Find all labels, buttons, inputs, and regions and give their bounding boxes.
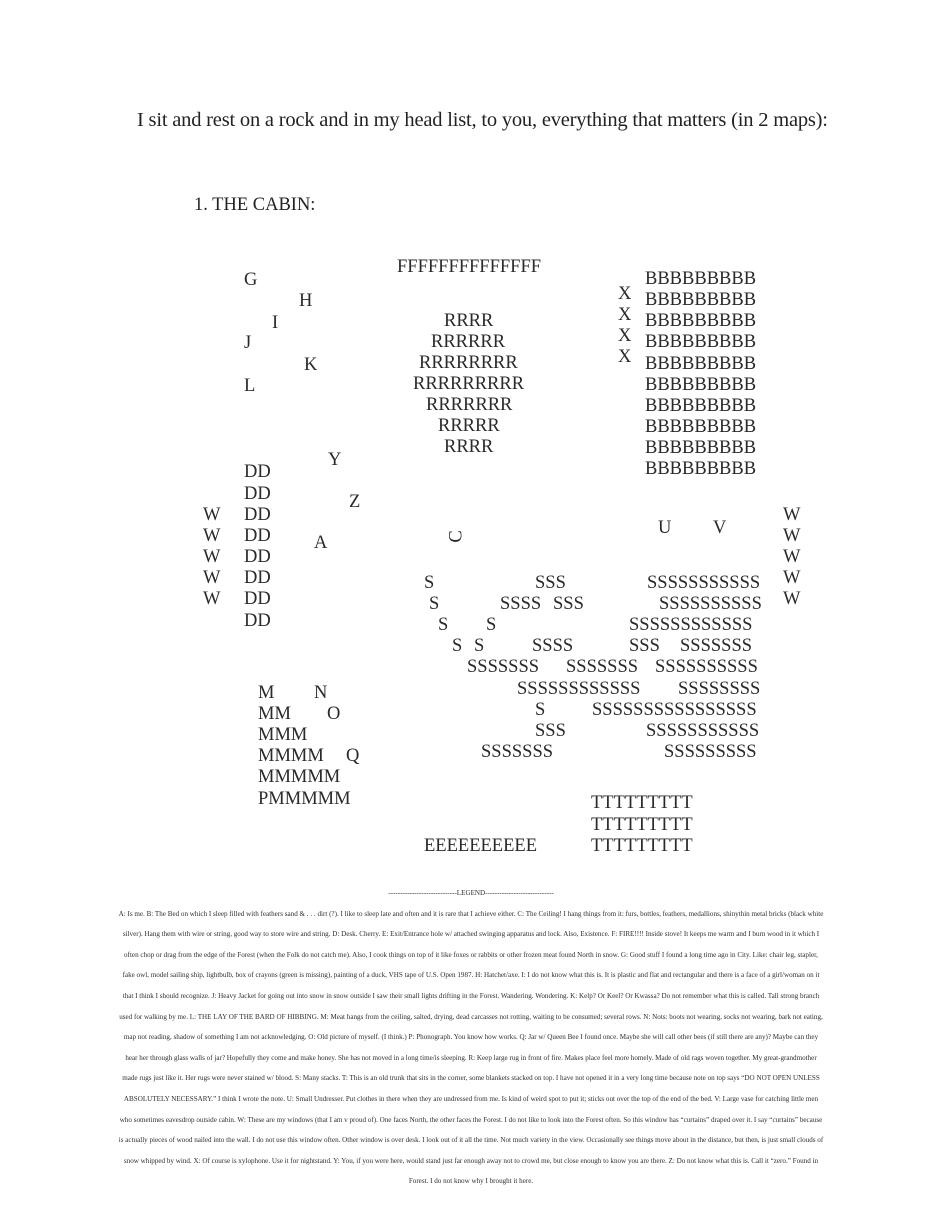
map-glyph xyxy=(713,518,726,539)
map-glyph xyxy=(783,505,800,526)
map-glyph xyxy=(258,704,291,725)
map-glyph-label: W xyxy=(783,526,801,546)
map-glyph-label: A xyxy=(314,533,328,553)
map-glyph xyxy=(645,354,756,375)
map-glyph-label: DD xyxy=(244,611,271,631)
map-glyph-label: DD xyxy=(244,589,271,609)
map-glyph xyxy=(646,721,759,742)
map-glyph xyxy=(304,355,317,376)
map-glyph-label: SSS xyxy=(553,594,584,614)
map-glyph-label: W xyxy=(783,589,801,609)
map-glyph xyxy=(481,742,553,763)
map-glyph-label: BBBBBBBBB xyxy=(645,269,757,289)
map-glyph-label: DD xyxy=(244,526,271,546)
map-glyph-label: SSSSSSS xyxy=(566,657,639,677)
map-glyph-label: MMMMM xyxy=(258,767,341,787)
map-glyph-label: W xyxy=(203,568,221,588)
map-glyph xyxy=(535,573,566,594)
map-glyph xyxy=(244,462,271,483)
map-glyph xyxy=(783,526,800,547)
map-glyph xyxy=(314,533,327,554)
map-glyph-label: S xyxy=(452,636,463,656)
map-glyph xyxy=(438,416,500,437)
map-glyph-label: U xyxy=(658,518,672,538)
section-title-cabin: 1. THE CABIN: xyxy=(194,195,316,215)
map-glyph xyxy=(426,395,512,416)
map-glyph xyxy=(645,459,756,480)
map-glyph xyxy=(592,700,757,721)
map-glyph xyxy=(618,326,631,347)
map-glyph xyxy=(500,594,541,615)
map-glyph xyxy=(299,291,312,312)
map-glyph xyxy=(327,704,340,725)
map-glyph xyxy=(429,594,439,615)
map-glyph-label: S xyxy=(429,594,440,614)
map-glyph xyxy=(535,700,545,721)
map-glyph xyxy=(618,347,631,368)
map-glyph-label: J xyxy=(244,333,252,353)
map-glyph-label: SSSSSSSSSS xyxy=(655,657,758,677)
legend-title: -----------------------------LEGEND----------------------------- xyxy=(388,889,554,897)
map-glyph xyxy=(645,269,756,290)
map-glyph-label: BBBBBBBBB xyxy=(645,354,757,374)
map-glyph-label: C xyxy=(446,530,467,543)
map-glyph xyxy=(431,332,505,353)
map-glyph xyxy=(553,594,584,615)
map-glyph-label: M xyxy=(258,683,275,703)
map-glyph-label: SSSSSSSS xyxy=(678,679,761,699)
map-glyph xyxy=(629,636,660,657)
map-glyph xyxy=(244,270,257,291)
map-glyph-label: BBBBBBBBB xyxy=(645,396,757,416)
map-glyph-label: Y xyxy=(328,450,342,470)
map-glyph xyxy=(244,505,271,526)
map-glyph xyxy=(397,257,541,278)
map-glyph xyxy=(258,746,324,767)
map-glyph xyxy=(258,789,351,810)
map-glyph-label: SSS xyxy=(535,721,566,741)
map-glyph xyxy=(486,615,496,636)
map-glyph-label: RRRRRR xyxy=(431,332,506,352)
map-glyph xyxy=(467,657,539,678)
map-glyph xyxy=(244,376,255,397)
map-glyph xyxy=(645,332,756,353)
map-glyph-label: DD xyxy=(244,505,271,525)
map-glyph xyxy=(591,793,693,814)
map-glyph xyxy=(566,657,638,678)
map-glyph-label: SSSSSSSSSSSS xyxy=(517,679,641,699)
intro-sentence: I sit and rest on a rock and in my head list, to you, everything that matters (in 2 maps): xyxy=(137,109,828,131)
map-glyph-label: I xyxy=(272,313,279,333)
map-glyph xyxy=(680,636,752,657)
map-glyph xyxy=(244,333,251,354)
map-glyph-label: Z xyxy=(349,492,361,512)
map-glyph-label: RRRRRRRR xyxy=(419,353,518,373)
map-glyph-label: W xyxy=(783,568,801,588)
map-glyph xyxy=(474,636,484,657)
map-glyph-label: BBBBBBBBB xyxy=(645,375,757,395)
map-glyph xyxy=(629,615,752,636)
map-glyph xyxy=(645,375,756,396)
map-glyph-label: SSS xyxy=(629,636,660,656)
map-glyph-label: TTTTTTTTT xyxy=(591,836,693,856)
map-glyph-label: FFFFFFFFFFFFFF xyxy=(397,257,542,277)
map-glyph xyxy=(783,589,800,610)
map-glyph-label: W xyxy=(783,547,801,567)
map-glyph-label: S xyxy=(438,615,449,635)
map-glyph-label: K xyxy=(304,355,318,375)
map-glyph xyxy=(658,518,671,539)
map-glyph-label: W xyxy=(203,526,221,546)
map-glyph-label: MMM xyxy=(258,725,308,745)
map-glyph xyxy=(645,438,756,459)
map-glyph xyxy=(678,679,760,700)
map-glyph-label: SSS xyxy=(535,573,566,593)
map-glyph xyxy=(244,484,271,505)
map-glyph xyxy=(258,683,274,704)
map-glyph xyxy=(591,815,693,836)
map-glyph xyxy=(645,290,756,311)
map-glyph-label: X xyxy=(618,326,632,346)
map-glyph-label: X xyxy=(618,347,632,367)
map-glyph xyxy=(444,311,493,332)
map-glyph-label: SSSSSSS xyxy=(481,742,554,762)
map-glyph xyxy=(272,313,278,334)
map-glyph-label: W xyxy=(203,505,221,525)
map-glyph xyxy=(203,568,220,589)
map-glyph-label: W xyxy=(203,589,221,609)
map-glyph-label: SSSSSSSSSS xyxy=(659,594,762,614)
map-glyph xyxy=(314,683,327,704)
map-glyph xyxy=(645,396,756,417)
map-glyph-label: N xyxy=(314,683,328,703)
map-glyph-label: SSSS xyxy=(532,636,574,656)
map-glyph-label: BBBBBBBBB xyxy=(645,438,757,458)
map-glyph-label: PMMMMM xyxy=(258,789,351,809)
map-glyph xyxy=(438,615,448,636)
map-glyph xyxy=(659,594,762,615)
map-glyph xyxy=(655,657,758,678)
map-glyph xyxy=(664,742,757,763)
map-glyph-label: EEEEEEEEEE xyxy=(424,836,538,856)
map-glyph-label: DD xyxy=(244,568,271,588)
map-glyph-label: W xyxy=(783,505,801,525)
map-glyph-label: RRRR xyxy=(444,311,494,331)
map-glyph-label: SSSSSSS xyxy=(680,636,753,656)
map-glyph-label: H xyxy=(299,291,313,311)
map-glyph-label: SSSS xyxy=(500,594,542,614)
map-glyph-label: W xyxy=(203,547,221,567)
map-glyph-label: Q xyxy=(346,746,360,766)
map-glyph-label: O xyxy=(327,704,341,724)
map-glyph-label: BBBBBBBBB xyxy=(645,332,757,352)
legend xyxy=(118,883,824,1192)
map-glyph-label: DD xyxy=(244,484,271,504)
map-glyph xyxy=(258,767,340,788)
map-glyph xyxy=(419,353,518,374)
map-glyph xyxy=(647,573,760,594)
map-glyph-label: SSSSSSSSS xyxy=(664,742,757,762)
map-glyph xyxy=(783,568,800,589)
map-glyph-label: DD xyxy=(244,462,271,482)
map-glyph xyxy=(532,636,573,657)
map-glyph-label: RRRRRRRRR xyxy=(413,374,525,394)
map-glyph xyxy=(244,526,271,547)
map-glyph-label: TTTTTTTTT xyxy=(591,815,693,835)
map-glyph-label: RRRR xyxy=(444,437,494,457)
map-glyph-label: BBBBBBBBB xyxy=(645,311,757,331)
map-glyph-label: S xyxy=(486,615,497,635)
map-glyph xyxy=(203,505,220,526)
map-glyph-label: RRRRRRR xyxy=(426,395,513,415)
map-glyph-label: X xyxy=(618,284,632,304)
map-glyph xyxy=(244,611,271,632)
map-glyph-label: S xyxy=(535,700,546,720)
map-glyph xyxy=(517,679,640,700)
map-glyph xyxy=(452,636,462,657)
map-glyph-label: X xyxy=(618,305,632,325)
map-glyph xyxy=(424,573,434,594)
map-glyph-label: S xyxy=(474,636,485,656)
map-glyph-label: BBBBBBBBB xyxy=(645,417,757,437)
map-glyph xyxy=(424,836,537,857)
map-glyph xyxy=(244,547,271,568)
map-glyph xyxy=(446,526,467,547)
map-glyph-label: BBBBBBBBB xyxy=(645,459,757,479)
map-glyph xyxy=(783,547,800,568)
map-glyph xyxy=(645,417,756,438)
map-glyph xyxy=(203,547,220,568)
map-glyph-label: MM xyxy=(258,704,291,724)
map-glyph-label: MMMM xyxy=(258,746,324,766)
map-glyph-label: RRRRR xyxy=(438,416,500,436)
map-glyph-label: SSSSSSS xyxy=(467,657,540,677)
map-glyph-label: SSSSSSSSSSS xyxy=(646,721,760,741)
map-glyph-label: TTTTTTTTT xyxy=(591,793,693,813)
map-glyph xyxy=(535,721,566,742)
map-glyph xyxy=(203,526,220,547)
map-glyph xyxy=(244,589,271,610)
map-glyph xyxy=(618,305,631,326)
map-glyph xyxy=(244,568,271,589)
map-glyph xyxy=(346,746,359,767)
legend-text: A: Is me. B: The Bed on which I sleep filled with feathers sand & . . . dirt (?). I like to sleep late and often and it is rare that I achieve either. C: The Ceiling! I hang things from it: furs, bottles, feathers, medallions, shinythin metal bricks (black white silver). Hang them with wire or string, good way to store wire and string. D: Desk. Cherry. E: Exit/Entrance hole w/ attached swinging apparatus and lock. Also, Existence. F: FIRE!!!! Inside stove! It keeps me warm and I burn wood in it which I often chop or drag from the edge of the Forest (when the Folk do not catch me). Also, I cook things on top of it like foxes or rabbits or other frozen meat found North in snow. G: Good stuff I found a long time ago in City. Like: chair leg, stapler, fake owl, model sailing ship, lightbulb, box of crayons (green is missing), painting of a duck, VHS tape of U.S. Open 1987. H: Hatchet/axe. I: I do not know what this is. It is plastic and flat and rectangular and there is a face of a girl/woman on it that I think I should recognize. J: Heavy Jacket for going out into snow in snow outside I saw their small lights drifting in the Forest. Wandering. Wondering. K: Kelp? Or Keel? Or Kwassa? Do not remember what this is called. Tall strong branch used for walking by me. L: THE LAY OF THE BARD OF HIBBING. M: Meat hangs from the ceiling, salted, drying, dead carcasses not rotting, waiting to be consumed; several rows. N: Nots: boots not wearing, socks not wearing, bark not eating, map not reading, shadow of something I am not acknowledging. O: Old picture of myself. (I think.) P: Phonograph. You know how works. Q: Jar w/ Queen Bee I found once. Maybe she will call other bees (if still there are any)? Maybe can they hear her through glass walls of jar? Hopefully they come and make honey. She has not moved in a long time/is sleeping. R: Keep large rug in front of fire. Makes place feel more homely. Made of old rags woven together. My great-grandmother made rugs just like it. Her rugs were never stained w/ blood. S: Many stacks. T: This is an old trunk that sits in the corner, some blankets stacked on top. I have not opened it in a very long time because note on top says “DO NOT OPEN UNLESS ABSOLUTELY NECESSARY.” I think I wrote the note. U: Small Undresser. Put clothes in there when they are undressed from me. Is kind of weird spot to put it; sticks out over the top of the end of the bed. V: Large vase for catching little men who sometimes eavesdrop outside cabin. W: These are my windows (that I am v proud of). One faces North, the other faces the Forest. I do not like to look into the Forest often. So this window has “curtains” draped over it. I say “curtains” because is actually pieces of wood nailed into the wall. I do not use this window often. Other window is over desk. I look out of it all the time. Not much variety in the view. Occasionally see things move about in the distance, but then, is just small clouds of snow whipped by wind. X: Of course is xylophone. Use it for nightstand. Y: You, if you were here, would stand just far enough away not to crowd me, but close enough to know you are there. Z: Do not know what this is. Call it “zero.” Found in Forest. I do not know why I brought it here. xyxy=(118,909,824,1186)
map-glyph-label: V xyxy=(713,518,727,538)
map-glyph xyxy=(444,437,493,458)
map-glyph-label: DD xyxy=(244,547,271,567)
map-glyph-label: SSSSSSSSSSS xyxy=(647,573,761,593)
map-glyph xyxy=(349,492,360,513)
map-glyph xyxy=(413,374,524,395)
map-glyph-label: G xyxy=(244,270,258,290)
map-glyph-label: SSSSSSSSSSSS xyxy=(629,615,753,635)
map-glyph xyxy=(328,450,341,471)
map-glyph xyxy=(258,725,307,746)
map-glyph-label: SSSSSSSSSSSSSSSS xyxy=(592,700,757,720)
map-glyph-label: S xyxy=(424,573,435,593)
map-glyph xyxy=(618,284,631,305)
map-glyph-label: L xyxy=(244,376,256,396)
map-glyph xyxy=(203,589,220,610)
map-glyph xyxy=(591,836,693,857)
map-glyph xyxy=(645,311,756,332)
map-glyph-label: BBBBBBBBB xyxy=(645,290,757,310)
